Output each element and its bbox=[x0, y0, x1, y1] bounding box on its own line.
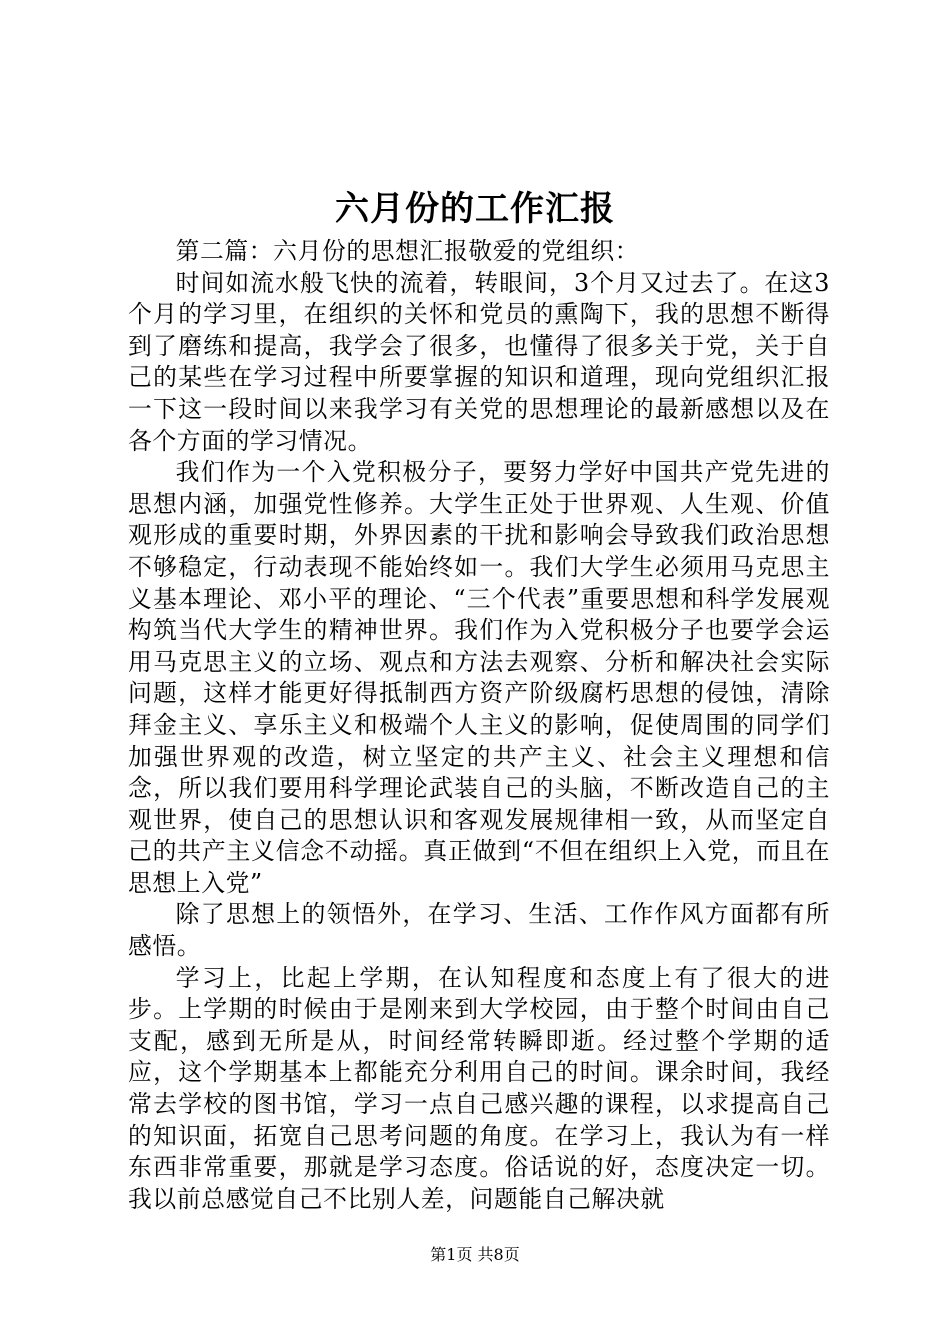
paragraph-5: 学习上，比起上学期，在认知程度和态度上有了很大的进步。上学期的时候由于是刚来到大学校园，由于整个时间由自己支配，感到无所是从，时间经常转瞬即逝。经过整个学期的适应，这个学期基本上都能充分利用自己的时间。课余时间，我经常去学校的图书馆，学习一点自己感兴趣的课程，以求提高自己的知识面，拓宽自己思考问题的角度。在学习上，我认为有一样东西非常重要，那就是学习态度。俗话说的好，态度决定一切。我以前总感觉自己不比别人差，问题能自己解决就 bbox=[128, 963, 830, 1213]
paragraph-3: 我们作为一个入党积极分子，要努力学好中国共产党先进的思想内涵，加强党性修养。大学生正处于世界观、人生观、价值观形成的重要时期，外界因素的干扰和影响会导致我们政治思想不够稳定，行动表现不能始终如一。我们大学生必须用马克思主义基本理论、邓小平的理论、“三个代表”重要思想和科学发展观构筑当代大学生的精神世界。我们作为入党积极分子也要学会运用马克思主义的立场、观点和方法去观察、分析和解决社会实际问题，这样才能更好得抵制西方资产阶级腐朽思想的侵蚀，清除拜金主义、享乐主义和极端个人主义的影响，促使周围的同学们加强世界观的改造，树立坚定的共产主义、社会主义理想和信念，所以我们要用科学理论武装自己的头脑，不断改造自己的主观世界，使自己的思想认识和客观发展规律相一致，从而坚定自己的共产主义信念不动摇。真正做到“不但在组织上入党，而且在思想上入党” bbox=[128, 458, 830, 897]
document-title: 六月份的工作汇报 bbox=[335, 189, 615, 229]
paragraph-2: 时间如流水般飞快的流着，转眼间，3个月又过去了。在这3个月的学习里，在组织的关怀和党员的熏陶下，我的思想不断得到了磨练和提高，我学会了很多，也懂得了很多关于党，关于自己的某些在学习过程中所要掌握的知识和道理，现向党组织汇报一下这一段时间以来我学习有关党的思想理论的最新感想以及在各个方面的学习情况。 bbox=[128, 268, 830, 455]
paragraph-4: 除了思想上的领悟外，在学习、生活、工作作风方面都有所感悟。 bbox=[128, 900, 830, 961]
paragraph-1: 第二篇：六月份的思想汇报敬爱的党组织： bbox=[175, 237, 640, 265]
document-body bbox=[128, 236, 830, 1215]
page-footer: 第1页 共8页 bbox=[430, 1245, 520, 1264]
